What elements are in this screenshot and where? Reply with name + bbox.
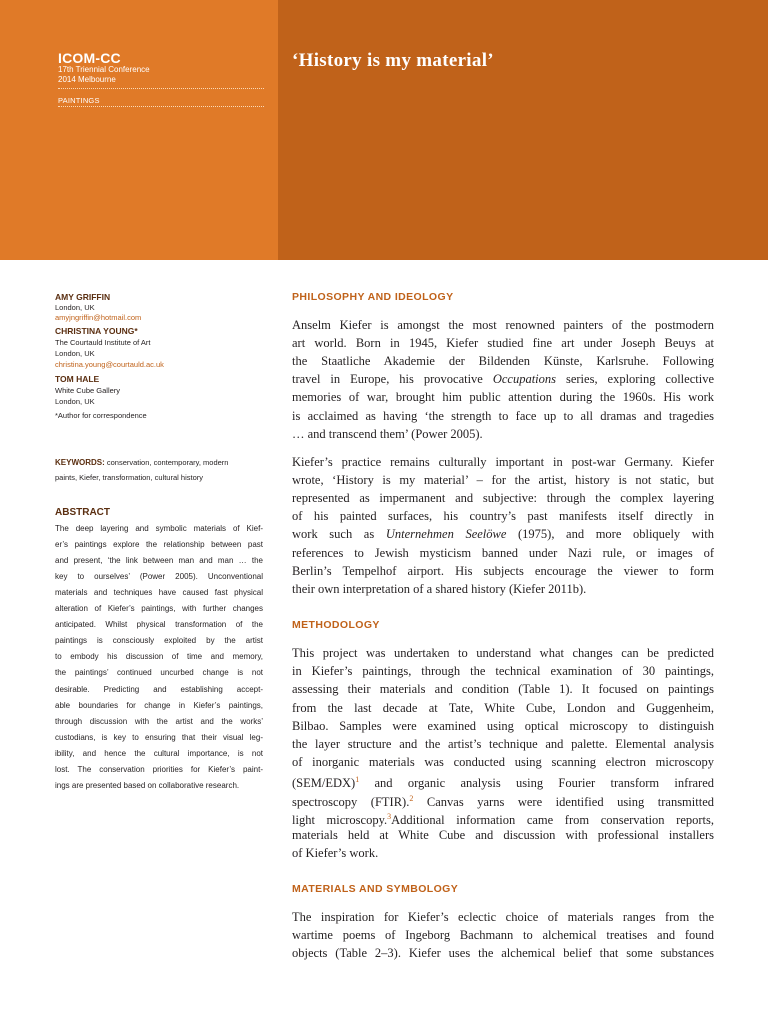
text-line: paintings is consciously exploited by the artist [55, 636, 263, 646]
text-line: of inorganic materials was conducted using scanning electron microscopy [292, 755, 714, 770]
text-run: light microscopy. [292, 812, 388, 827]
keywords-text: paints, Kiefer, transformation, cultural history [55, 473, 203, 482]
footnote-marker: 3 [387, 811, 392, 821]
text-line: of Kiefer’s work. [292, 846, 379, 861]
text-line: custodians, is key to ensuring that their visual leg- [55, 732, 263, 742]
text-line: through discussion with the artist and the works’ [55, 716, 263, 726]
text-line: ibility, and hence the cultural importance, is not [55, 748, 263, 758]
author-location: London, UK [55, 349, 95, 358]
text-line [292, 370, 714, 388]
text-line [292, 525, 714, 543]
italic-title: Occupations [492, 372, 557, 387]
text-line: represented as impermanent and subjective: through the complex layering [292, 491, 714, 506]
text-run: spectroscopy (FTIR). [292, 794, 410, 809]
text-line: able boundaries for change in Kiefer’s paintings, [55, 700, 263, 710]
section-heading: METHODOLOGY [292, 619, 380, 631]
dotted-divider [58, 106, 264, 107]
correspondence-note: *Author for correspondence [55, 411, 147, 420]
org-name: ICOM-CC [58, 50, 121, 66]
text-line: The deep layering and symbolic materials of Kief- [55, 524, 263, 533]
author-email[interactable]: amyjngriffin@hotmail.com [55, 313, 142, 322]
text-run: (SEM/EDX) [292, 776, 356, 791]
text-run: work such as [292, 527, 386, 542]
text-line: alteration of Kiefer’s paintings, with further changes [55, 604, 263, 614]
author-location: London, UK [55, 397, 95, 406]
text-line: and present, ‘the link between man and man … the [55, 556, 263, 566]
abstract-heading: ABSTRACT [55, 507, 110, 518]
text-run: and organic analysis using Fourier transform infrared [359, 776, 714, 791]
text-line: the paintings’ continued uncurbed change is not [55, 668, 263, 678]
dotted-divider [58, 88, 264, 89]
text-line: Kiefer’s practice remains culturally important in post-war Germany. Kiefer [292, 455, 714, 469]
author-affiliation: White Cube Gallery [55, 386, 121, 395]
text-run: Additional information came from conservation reports, [391, 812, 714, 827]
text-line: art world. Born in 1945, Kiefer studied fine art under Joseph Beuys at [292, 336, 714, 351]
author-name: CHRISTINA YOUNG* [55, 326, 138, 336]
text-line: Berlin’s Tempelhof airport. His subjects encourage the viewer to form [292, 563, 714, 578]
section-tag: PAINTINGS [58, 96, 100, 105]
text-line: from the last decade at Tate, White Cube, London and Guggenheim, [292, 700, 714, 715]
author-location: London, UK [55, 303, 95, 312]
text-line: is acclaimed as having ‘the strength to face up to all dramas and tragedies [292, 408, 714, 423]
text-line: key to ourselves’ (Power 2005). Unconventional [55, 572, 263, 582]
text-run: (1975), and more obliquely with [506, 527, 715, 542]
header-left-panel [0, 0, 278, 260]
italic-title: Unternehmen Seelöwe [385, 527, 507, 542]
footnote-marker: 2 [409, 793, 414, 803]
text-line: memories of war, brought him public attention during the 1960s. His work [292, 390, 714, 405]
author-name: AMY GRIFFIN [55, 292, 111, 302]
text-line: desirable. Predicting and establishing accept- [55, 684, 263, 694]
text-line: the layer structure and the artist’s technique and palette. Elemental analysis [292, 737, 714, 751]
text-line: Anselm Kiefer is amongst the most renowned painters of the postmodern [292, 318, 714, 332]
keywords-text: conservation, contemporary, modern [106, 458, 229, 467]
text-line: ings are presented based on collaborative research. [55, 780, 240, 790]
author-affiliation: The Courtauld Institute of Art [55, 338, 151, 347]
text-line: in Kiefer’s paintings, through the technical examination of 30 paintings, [292, 664, 714, 679]
text-line: materials and techniques have caused fast physical [55, 588, 263, 598]
text-line: materials held at White Cube and discussion with professional installers [292, 828, 714, 842]
text-line: … and transcend them’ (Power 2005). [292, 426, 483, 441]
text-line: wartime poems of Ingeborg Bachmann to alchemical treatises and found [292, 928, 714, 943]
keywords-label: KEYWORDS: [55, 458, 105, 467]
text-line: lost. The conservation priorities for Kiefer’s paint- [55, 764, 263, 774]
author-email[interactable]: christina.young@courtauld.ac.uk [55, 360, 164, 369]
text-run: travel in Europe, his provocative [292, 372, 493, 387]
text-line: wrote, ‘History is my material’ – for the artist, history is not static, but [292, 473, 714, 488]
text-line: The inspiration for Kiefer’s eclectic choice of materials ranges from the [292, 910, 714, 924]
text-line: their own interpretation of a shared history (Kiefer 2011b). [292, 581, 587, 596]
conference-line: 17th Triennial Conference [58, 65, 150, 74]
text-line: objects (Table 2–3). Kiefer uses the alchemical belief that some substances [292, 946, 714, 961]
conference-info [58, 65, 150, 85]
text-line: er’s paintings explore the relationship between past [55, 540, 263, 550]
text-line: references to Jewish mysticism banned under Nazi rule, or images of [292, 545, 714, 560]
section-heading: PHILOSOPHY AND IDEOLOGY [292, 291, 454, 303]
text-line: assessing their materials and condition (Table 1). It focused on paintings [292, 682, 714, 697]
text-run: Canvas yarns were identified using transmitted [413, 794, 714, 809]
paper-title: ‘History is my material’ [292, 50, 494, 71]
section-heading: MATERIALS AND SYMBOLOGY [292, 883, 459, 895]
text-line: the Staatliche Akademie der Bildenden Künste, Karlsruhe. Following [292, 354, 714, 369]
text-line: anticipated. Whilst physical transformation of the [55, 620, 263, 630]
author-name: TOM HALE [55, 374, 100, 384]
text-line: to embody his discussion of time and memory, [55, 652, 263, 662]
header-right-panel [278, 0, 768, 260]
text-run: series, exploring collective [556, 372, 714, 387]
conference-year: 2014 Melbourne [58, 75, 116, 84]
text-line: Bilbao. Samples were examined using optical microscopy to distinguish [292, 718, 714, 733]
text-line: of his painted surfaces, his country’s past manifests itself directly in [292, 509, 714, 524]
text-line: This project was undertaken to understand what changes can be predicted [292, 646, 714, 660]
footnote-marker: 1 [355, 775, 360, 785]
keywords [55, 455, 265, 485]
